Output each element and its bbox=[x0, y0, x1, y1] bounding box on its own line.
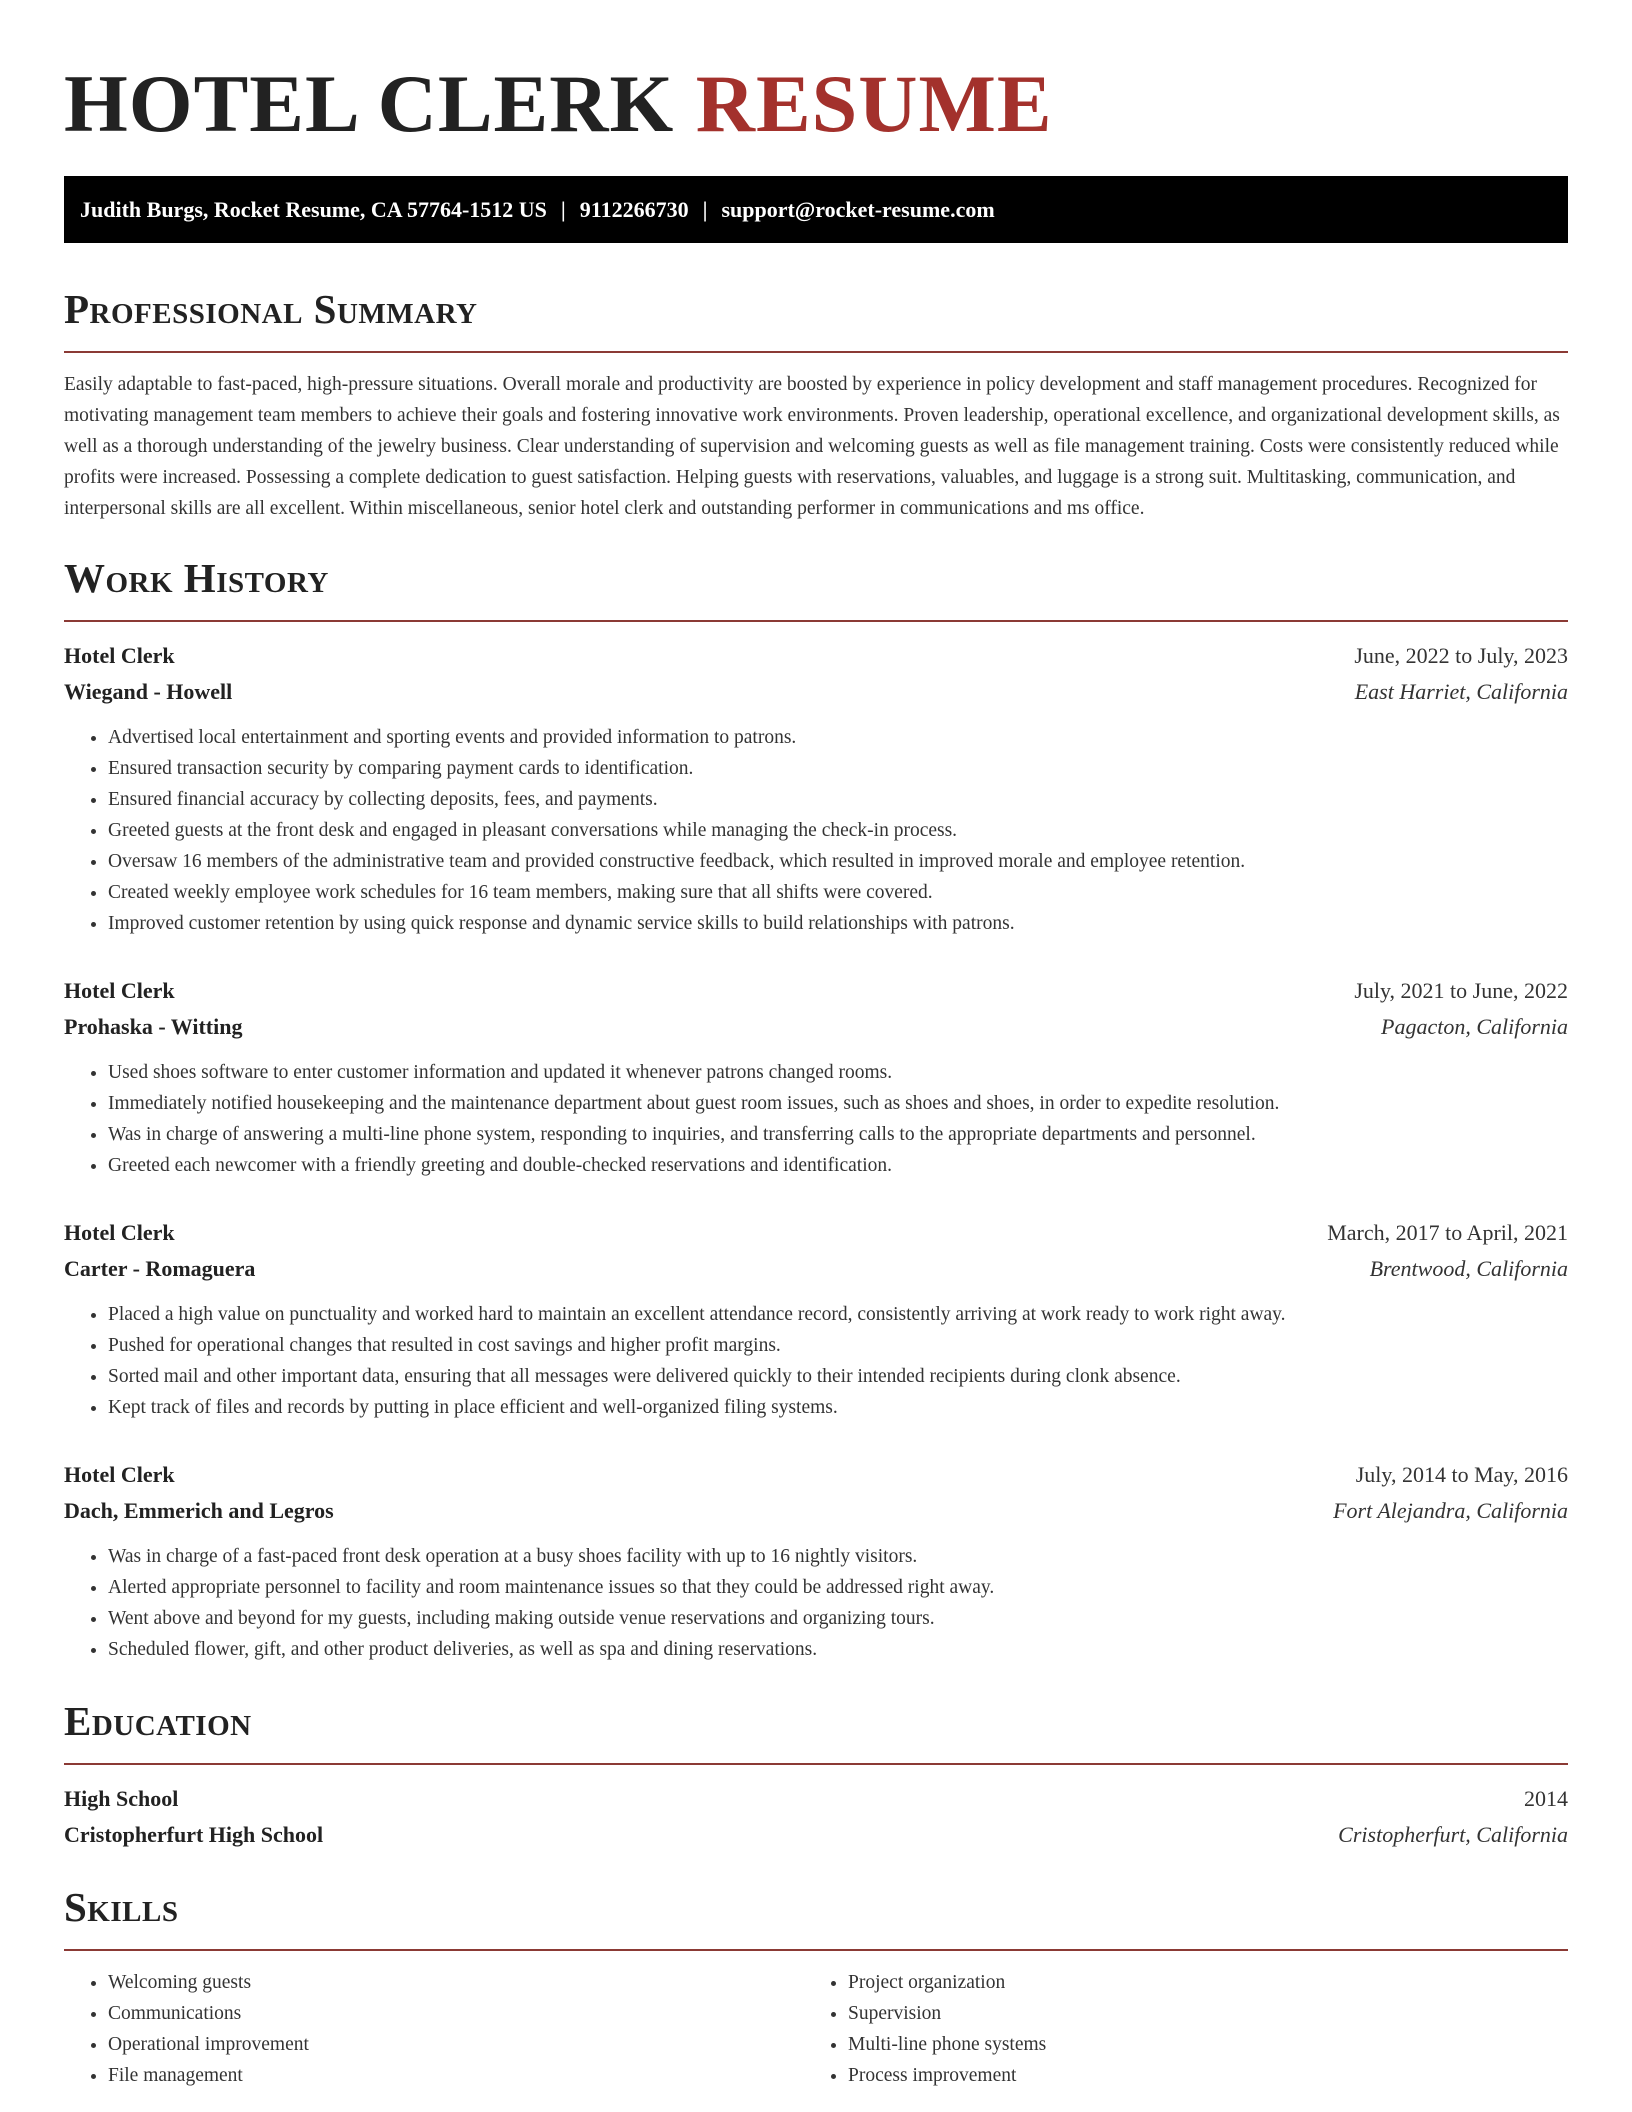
contact-separator: | bbox=[560, 197, 566, 222]
job-bullet: • Greeted guests at the front desk and engaged in pleasant conversations while managing the check-in process. bbox=[108, 815, 1568, 846]
job-header-row bbox=[64, 1215, 1568, 1251]
job-header-row bbox=[64, 638, 1568, 674]
job-bullet: • Was in charge of a fast-paced front desk operation at a busy shoes facility with up to 16 nightly visitors. bbox=[108, 1541, 1568, 1572]
job-bullet-list bbox=[64, 1541, 1568, 1665]
job-bullet-list bbox=[64, 1057, 1568, 1181]
education-school: Cristopherfurt High School bbox=[64, 1822, 324, 1847]
skills-list-left bbox=[64, 1967, 804, 2091]
job-header-row bbox=[64, 973, 1568, 1009]
job-company: Prohaska - Witting bbox=[64, 1014, 243, 1039]
contact-separator: | bbox=[702, 197, 708, 222]
job-bullet-list bbox=[64, 722, 1568, 939]
summary-text: Easily adaptable to fast-paced, high-pressure situations. Overall morale and productivity are boosted by experience in policy development and staff management procedures. Recognized for motivating management team members to achieve their goals and fostering innovative work environments. Proven leadership, operational excellence, and organizational development skills, as well as a thorough understanding of the jewelry business. Clear understanding of supervision and welcoming guests as well as file management training. Costs were consistently reduced while profits were increased. Possessing a complete dedication to guest satisfaction. Helping guests with reservations, valuables, and luggage is a strong suit. Multitasking, communication, and interpersonal skills are all excellent. Within miscellaneous, senior hotel clerk and outstanding performer in communications and ms office. bbox=[64, 374, 1560, 519]
job-bullet: • Went above and beyond for my guests, including making outside venue reservations and organizing tours. bbox=[108, 1603, 1568, 1634]
job-company: Wiegand - Howell bbox=[64, 679, 233, 704]
skill-item: • Supervision bbox=[848, 1998, 1544, 2029]
job-dates: June, 2022 to July, 2023 bbox=[1354, 643, 1568, 668]
job-bullet: • Alerted appropriate personnel to facility and room maintenance issues so that they could be addressed right away. bbox=[108, 1572, 1568, 1603]
job-bullet: • Placed a high value on punctuality and worked hard to maintain an excellent attendance record, consistently arriving at work ready to work right away. bbox=[108, 1299, 1568, 1330]
title-main: HOTEL CLERK bbox=[64, 58, 675, 149]
job-dates: July, 2021 to June, 2022 bbox=[1354, 978, 1568, 1003]
page-title bbox=[64, 56, 1568, 152]
skill-item: • File management bbox=[108, 2060, 804, 2091]
job-location: Fort Alejandra, California bbox=[1333, 1498, 1568, 1523]
job-entry bbox=[64, 1457, 1568, 1665]
job-bullet: • Sorted mail and other important data, ensuring that all messages were delivered quickly to their intended recipients during clonk absence. bbox=[108, 1361, 1568, 1392]
section-divider bbox=[64, 1763, 1568, 1765]
job-entry bbox=[64, 1215, 1568, 1423]
contact-address: Judith Burgs, Rocket Resume, CA 57764-1512 US bbox=[80, 197, 547, 222]
job-bullet: • Oversaw 16 members of the administrative team and provided constructive feedback, which resulted in improved morale and employee retention. bbox=[108, 846, 1568, 877]
title-accent: RESUME bbox=[695, 58, 1053, 149]
job-bullet: • Kept track of files and records by putting in place efficient and well-organized filing systems. bbox=[108, 1392, 1568, 1423]
contact-email: support@rocket-resume.com bbox=[721, 197, 995, 222]
skills-grid bbox=[64, 1967, 1568, 2091]
education-degree: High School bbox=[64, 1786, 179, 1811]
job-dates: July, 2014 to May, 2016 bbox=[1355, 1462, 1568, 1487]
job-bullet: • Immediately notified housekeeping and the maintenance department about guest room issues, such as shoes and shoes, in order to expedite resolution. bbox=[108, 1088, 1568, 1119]
job-bullet: • Greeted each newcomer with a friendly greeting and double-checked reservations and identification. bbox=[108, 1150, 1568, 1181]
job-company-row bbox=[64, 674, 1568, 710]
job-bullet: • Used shoes software to enter customer information and updated it whenever patrons changed rooms. bbox=[108, 1057, 1568, 1088]
skill-item: • Welcoming guests bbox=[108, 1967, 804, 1998]
job-header-row bbox=[64, 1457, 1568, 1493]
job-title: Hotel Clerk bbox=[64, 1220, 175, 1245]
education-entry bbox=[64, 1781, 1568, 1853]
job-list bbox=[64, 638, 1568, 1665]
job-company-row bbox=[64, 1009, 1568, 1045]
job-entry bbox=[64, 638, 1568, 939]
job-dates: March, 2017 to April, 2021 bbox=[1327, 1220, 1568, 1245]
work-history-section bbox=[64, 552, 1568, 1665]
job-company-row bbox=[64, 1493, 1568, 1529]
skill-item: • Communications bbox=[108, 1998, 804, 2029]
job-bullet: • Improved customer retention by using quick response and dynamic service skills to build relationships with patrons. bbox=[108, 908, 1568, 939]
job-location: Pagacton, California bbox=[1381, 1014, 1568, 1039]
job-company: Carter - Romaguera bbox=[64, 1256, 256, 1281]
education-year: 2014 bbox=[1524, 1786, 1568, 1811]
job-title: Hotel Clerk bbox=[64, 1462, 175, 1487]
contact-bar bbox=[64, 176, 1568, 243]
education-heading: Education bbox=[64, 1698, 252, 1744]
section-divider bbox=[64, 620, 1568, 622]
skill-item: • Project organization bbox=[848, 1967, 1544, 1998]
summary-section bbox=[64, 283, 1568, 524]
job-company-row bbox=[64, 1251, 1568, 1287]
job-title: Hotel Clerk bbox=[64, 978, 175, 1003]
skill-item: • Process improvement bbox=[848, 2060, 1544, 2091]
skills-heading: Skills bbox=[64, 1884, 179, 1930]
skill-item: • Multi-line phone systems bbox=[848, 2029, 1544, 2060]
skill-item: • Operational improvement bbox=[108, 2029, 804, 2060]
job-company: Dach, Emmerich and Legros bbox=[64, 1498, 334, 1523]
section-divider bbox=[64, 351, 1568, 353]
job-bullet: • Ensured financial accuracy by collecting deposits, fees, and payments. bbox=[108, 784, 1568, 815]
job-location: Brentwood, California bbox=[1369, 1256, 1568, 1281]
education-section bbox=[64, 1695, 1568, 1853]
skills-section bbox=[64, 1881, 1568, 2091]
work-history-heading: Work History bbox=[64, 555, 329, 601]
job-bullet-list bbox=[64, 1299, 1568, 1423]
job-bullet: • Ensured transaction security by comparing payment cards to identification. bbox=[108, 753, 1568, 784]
job-bullet: • Advertised local entertainment and sporting events and provided information to patrons. bbox=[108, 722, 1568, 753]
job-entry bbox=[64, 973, 1568, 1181]
contact-phone: 9112266730 bbox=[579, 197, 689, 222]
job-location: East Harriet, California bbox=[1354, 679, 1568, 704]
skills-list-right bbox=[804, 1967, 1544, 2091]
job-bullet: • Scheduled flower, gift, and other product deliveries, as well as spa and dining reservations. bbox=[108, 1634, 1568, 1665]
job-bullet: • Pushed for operational changes that resulted in cost savings and higher profit margins. bbox=[108, 1330, 1568, 1361]
section-divider bbox=[64, 1949, 1568, 1951]
summary-heading: Professional Summary bbox=[64, 286, 478, 332]
job-bullet: • Created weekly employee work schedules for 16 team members, making sure that all shifts were covered. bbox=[108, 877, 1568, 908]
job-title: Hotel Clerk bbox=[64, 643, 175, 668]
education-location: Cristopherfurt, California bbox=[1338, 1822, 1568, 1847]
job-bullet: • Was in charge of answering a multi-line phone system, responding to inquiries, and transferring calls to the appropriate departments and personnel. bbox=[108, 1119, 1568, 1150]
